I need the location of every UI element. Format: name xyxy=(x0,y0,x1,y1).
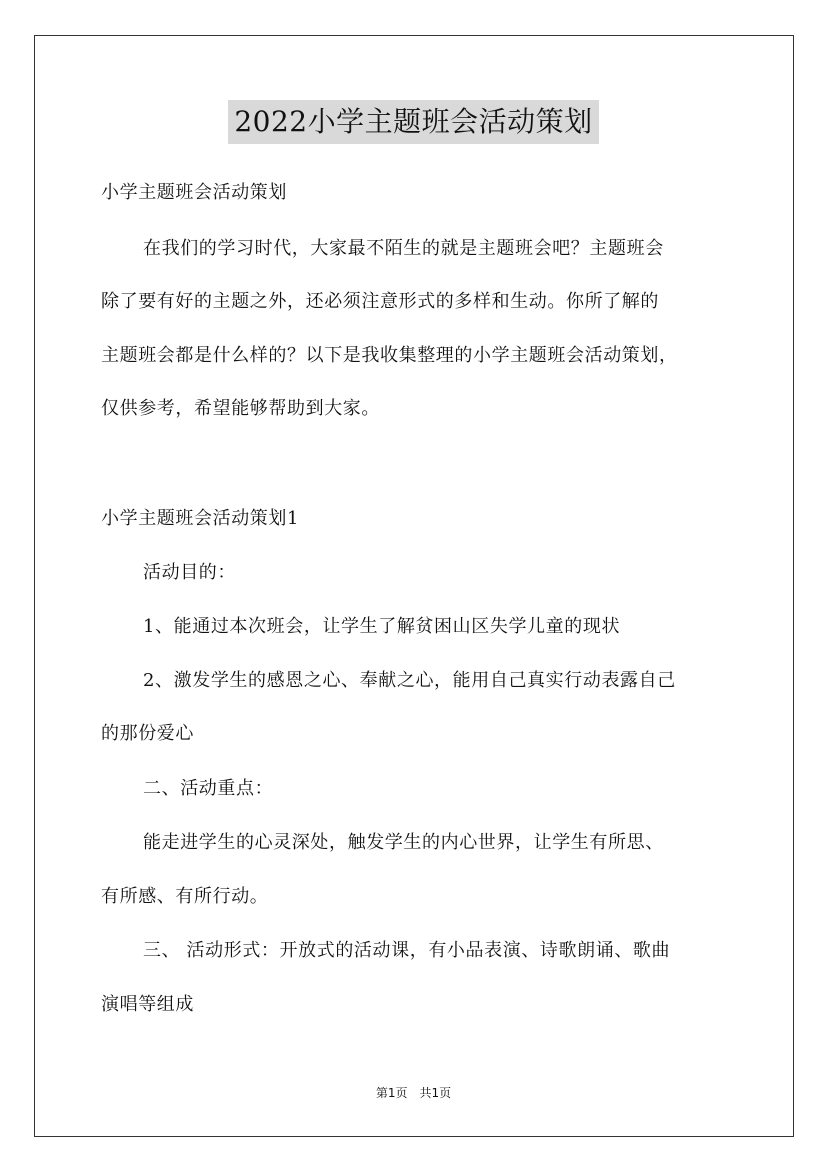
paragraph-line: 主题班会都是什么样的？以下是我收集整理的小学主题班会活动策划， xyxy=(101,345,678,366)
paragraph-line: 活动目的： xyxy=(143,562,236,583)
paragraph-line: 除了要有好的主题之外，还必须注意形式的多样和生动。你所了解的 xyxy=(101,291,659,312)
intro-heading: 小学主题班会活动策划 xyxy=(101,182,287,203)
list-item: 1、能通过本次班会，让学生了解贫困山区失学儿童的现状 xyxy=(143,616,621,637)
paragraph-line: 有所感、有所行动。 xyxy=(101,886,269,907)
paragraph-line: 在我们的学习时代，大家最不陌生的就是主题班会吧？主题班会 xyxy=(143,238,664,259)
subsection-heading: 二、活动重点： xyxy=(143,778,274,799)
document-title: 2022小学主题班会活动策划 xyxy=(228,100,598,144)
paragraph-line: 演唱等组成 xyxy=(101,994,194,1015)
section-heading: 小学主题班会活动策划1 xyxy=(101,508,300,529)
list-item: 2、激发学生的感恩之心、奉献之心，能用自己真实行动表露自己 xyxy=(143,670,676,691)
paragraph-line: 仅供参考，希望能够帮助到大家。 xyxy=(101,398,380,419)
page-number: 第1页 共1页 xyxy=(375,1086,452,1100)
subsection-heading: 三、 活动形式：开放式的活动课，有小品表演、诗歌朗诵、歌曲 xyxy=(143,940,671,961)
document-title-wrapper xyxy=(0,100,827,144)
paragraph-line: 的那份爱心 xyxy=(101,723,194,744)
paragraph-line: 能走进学生的心灵深处，触发学生的内心世界，让学生有所思、 xyxy=(143,832,664,853)
